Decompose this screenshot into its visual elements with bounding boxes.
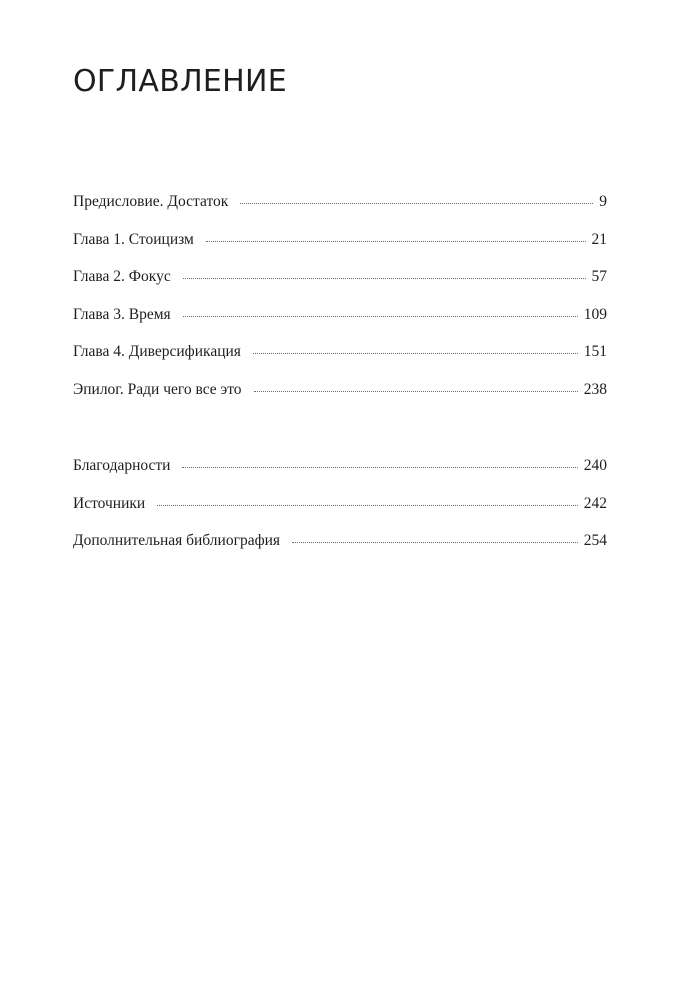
toc-main-section [73, 193, 607, 419]
toc-entry-chapter-4 [73, 343, 607, 381]
toc-entry-sources [73, 495, 607, 533]
toc-entry-preface [73, 193, 607, 231]
dot-leader [182, 467, 577, 468]
dot-leader [253, 353, 578, 354]
dot-leader [157, 505, 578, 506]
dot-leader [292, 542, 578, 543]
toc-entry-page: 109 [583, 305, 607, 323]
toc-entry-label: Благодарности [73, 457, 171, 474]
toc-entry-label: Глава 3. Время [73, 305, 171, 323]
toc-entry-chapter-2 [73, 268, 607, 306]
toc-entry-chapter-1 [73, 231, 607, 269]
toc-entry-label: Глава 1. Стоицизм [73, 230, 194, 248]
toc-entry-page: 238 [583, 380, 607, 398]
toc-entry-page: 21 [591, 230, 607, 248]
page-title: ОГЛАВЛЕНИЕ [73, 64, 288, 99]
dot-leader [240, 203, 593, 204]
toc-entry-bibliography [73, 532, 607, 570]
dot-leader [254, 391, 578, 392]
dot-leader [183, 316, 578, 317]
toc-entry-label: Глава 2. Фокус [73, 268, 171, 286]
toc-entry-page: 242 [583, 494, 607, 512]
toc-entry-label: Предисловие. Достаток [73, 193, 229, 210]
dot-leader [183, 278, 586, 279]
toc-entry-label: Источники [73, 494, 146, 512]
toc-entry-label: Глава 4. Диверсификация [73, 343, 241, 361]
toc-entry-acknowledgements [73, 457, 607, 495]
toc-entry-page: 240 [583, 457, 607, 474]
toc-entry-label: Эпилог. Ради чего все это [73, 380, 242, 398]
dot-leader [206, 241, 586, 242]
toc-entry-page: 57 [591, 268, 607, 286]
toc-entry-epilogue [73, 381, 607, 419]
toc-entry-page: 254 [583, 532, 607, 550]
toc-back-matter-section [73, 457, 607, 570]
toc-entry-page: 9 [599, 193, 607, 210]
toc-entry-chapter-3 [73, 306, 607, 344]
toc-entry-page: 151 [583, 343, 607, 361]
toc-entry-label: Дополнительная библиография [73, 532, 281, 550]
